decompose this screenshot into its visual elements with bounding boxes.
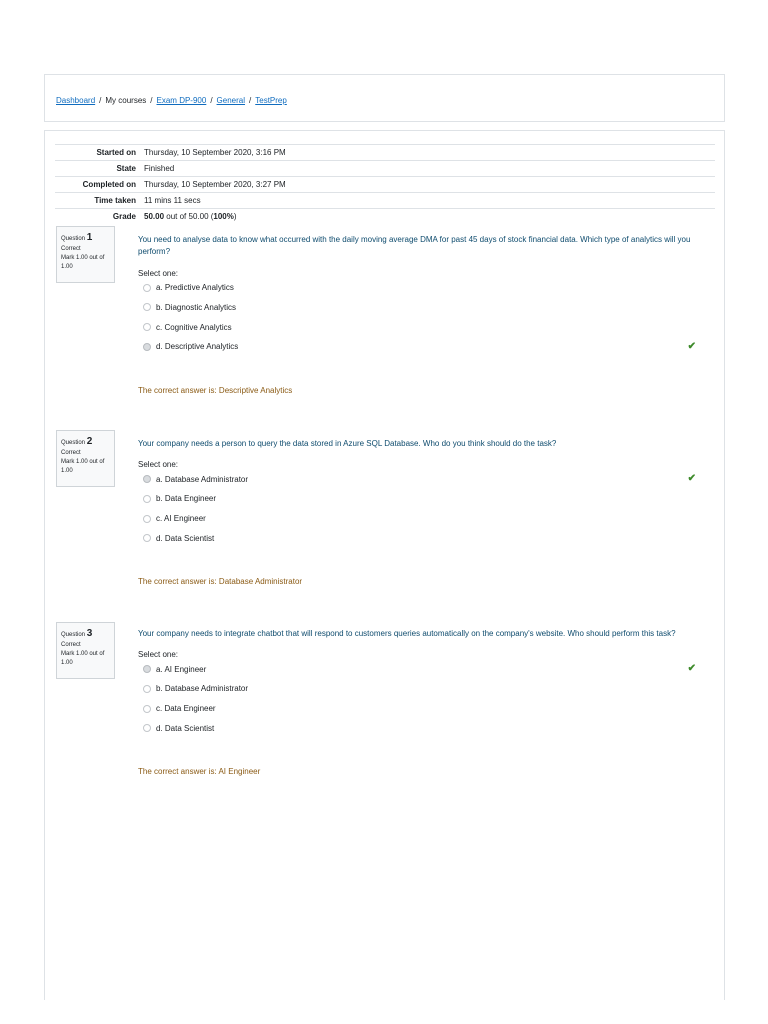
grade-value	[143, 209, 715, 225]
answer-option-label: b. Diagnostic Analytics	[156, 302, 237, 312]
summary-row	[55, 177, 715, 193]
breadcrumb-separator: /	[249, 96, 252, 105]
summary-row	[55, 161, 715, 177]
checkmark-icon: ✔	[687, 473, 696, 485]
answer-option-selected[interactable]	[138, 469, 698, 489]
answer-option-selected[interactable]	[138, 337, 698, 357]
question-number: 2	[86, 436, 93, 447]
grade-total: out of 50.00 (	[164, 212, 214, 221]
radio-button[interactable]	[143, 303, 151, 311]
question-label: Question	[61, 440, 86, 446]
started-on-value: Thursday, 10 September 2020, 3:16 PM	[144, 148, 286, 157]
checkmark-icon: ✔	[687, 340, 696, 352]
question-1	[138, 234, 698, 395]
answer-option-label: a. AI Engineer	[156, 664, 207, 674]
correct-answer-feedback: The correct answer is: AI Engineer	[138, 767, 261, 777]
question-status: Correct	[61, 450, 81, 456]
breadcrumb-separator: /	[99, 96, 102, 105]
grade-score: 50.00	[144, 212, 165, 221]
answer-option[interactable]	[138, 489, 698, 509]
select-one-prompt: Select one:	[138, 268, 179, 278]
breadcrumb-panel	[44, 74, 725, 122]
started-on-label: Started on	[96, 148, 136, 157]
answer-option-label: c. Cognitive Analytics	[156, 322, 232, 332]
grade-percent: 100%	[213, 212, 234, 221]
summary-row	[55, 193, 715, 209]
breadcrumb-quiz-link[interactable]: TestPrep	[255, 96, 287, 105]
question-3	[138, 628, 698, 776]
state-label: State	[116, 164, 136, 173]
answer-option-label: d. Data Scientist	[156, 533, 215, 543]
correct-answer-feedback: The correct answer is: Database Administrator	[138, 577, 303, 587]
breadcrumb-my-courses: My courses	[105, 96, 147, 105]
radio-button[interactable]	[143, 685, 151, 693]
grade-label: Grade	[112, 212, 136, 221]
correct-answer-feedback: The correct answer is: Descriptive Analytics	[138, 385, 293, 395]
attempt-summary-table	[55, 144, 715, 224]
question-number: 1	[86, 232, 93, 243]
question-info-3	[56, 622, 115, 679]
completed-on-label: Completed on	[82, 180, 136, 189]
breadcrumb-section-link[interactable]: General	[216, 96, 246, 105]
answer-option-label: b. Data Engineer	[156, 494, 217, 504]
question-status: Correct	[61, 642, 81, 648]
answer-option[interactable]	[138, 278, 698, 298]
answer-option-label: a. Predictive Analytics	[156, 283, 234, 293]
radio-button-checked[interactable]	[143, 475, 151, 483]
radio-button-checked[interactable]	[143, 343, 151, 351]
question-text: Your company needs a person to query the data stored in Azure SQL Database. Who do you think should do the task?	[138, 439, 557, 448]
select-one-prompt: Select one:	[138, 460, 179, 470]
grade-close: )	[233, 212, 237, 221]
answer-option-label: b. Database Administrator	[156, 684, 249, 694]
answer-option[interactable]	[138, 297, 698, 317]
question-info-1	[56, 226, 115, 283]
breadcrumb-dashboard-link[interactable]: Dashboard	[56, 96, 96, 105]
answer-option-selected[interactable]	[138, 659, 698, 679]
answer-option[interactable]	[138, 699, 698, 719]
question-number: 3	[86, 628, 93, 639]
radio-button[interactable]	[143, 284, 151, 292]
question-text: You need to analyse data to know what occurred with the daily moving average DMA for past 45 days of stock financial data. Which type of analytics will you perform?	[138, 235, 691, 257]
radio-button[interactable]	[143, 495, 151, 503]
answer-option-label: a. Database Administrator	[156, 474, 249, 484]
time-taken-label: Time taken	[94, 196, 136, 205]
answer-option-label: c. Data Engineer	[156, 704, 216, 714]
breadcrumb-separator: /	[150, 96, 153, 105]
breadcrumb-course-link[interactable]: Exam DP-900	[156, 96, 207, 105]
breadcrumb	[56, 96, 287, 105]
summary-row	[55, 209, 715, 225]
radio-button[interactable]	[143, 323, 151, 331]
question-info-2	[56, 430, 115, 487]
radio-button-checked[interactable]	[143, 665, 151, 673]
question-mark: Mark 1.00 out of 1.00	[61, 255, 105, 270]
answer-option[interactable]	[138, 679, 698, 699]
completed-on-value: Thursday, 10 September 2020, 3:27 PM	[144, 180, 286, 189]
radio-button[interactable]	[143, 515, 151, 523]
question-mark: Mark 1.00 out of 1.00	[61, 651, 105, 666]
question-label: Question	[61, 236, 86, 242]
question-2	[138, 438, 698, 586]
summary-row	[55, 145, 715, 161]
question-text: Your company needs to integrate chatbot that will respond to customers queries automatically on the company's website. Who should perform this task?	[138, 629, 676, 638]
answer-option-label: c. AI Engineer	[156, 514, 206, 524]
answer-option[interactable]	[138, 528, 698, 548]
answer-option[interactable]	[138, 509, 698, 529]
radio-button[interactable]	[143, 534, 151, 542]
breadcrumb-separator: /	[210, 96, 213, 105]
question-label: Question	[61, 632, 86, 638]
answer-option-label: d. Data Scientist	[156, 723, 215, 733]
answer-option-label: d. Descriptive Analytics	[156, 342, 239, 352]
question-status: Correct	[61, 246, 81, 252]
radio-button[interactable]	[143, 705, 151, 713]
checkmark-icon: ✔	[687, 663, 696, 675]
time-taken-value: 11 mins 11 secs	[144, 196, 201, 205]
question-mark: Mark 1.00 out of 1.00	[61, 459, 105, 474]
state-value: Finished	[144, 164, 175, 173]
answer-option[interactable]	[138, 317, 698, 337]
answer-option[interactable]	[138, 718, 698, 738]
radio-button[interactable]	[143, 724, 151, 732]
select-one-prompt: Select one:	[138, 650, 179, 660]
